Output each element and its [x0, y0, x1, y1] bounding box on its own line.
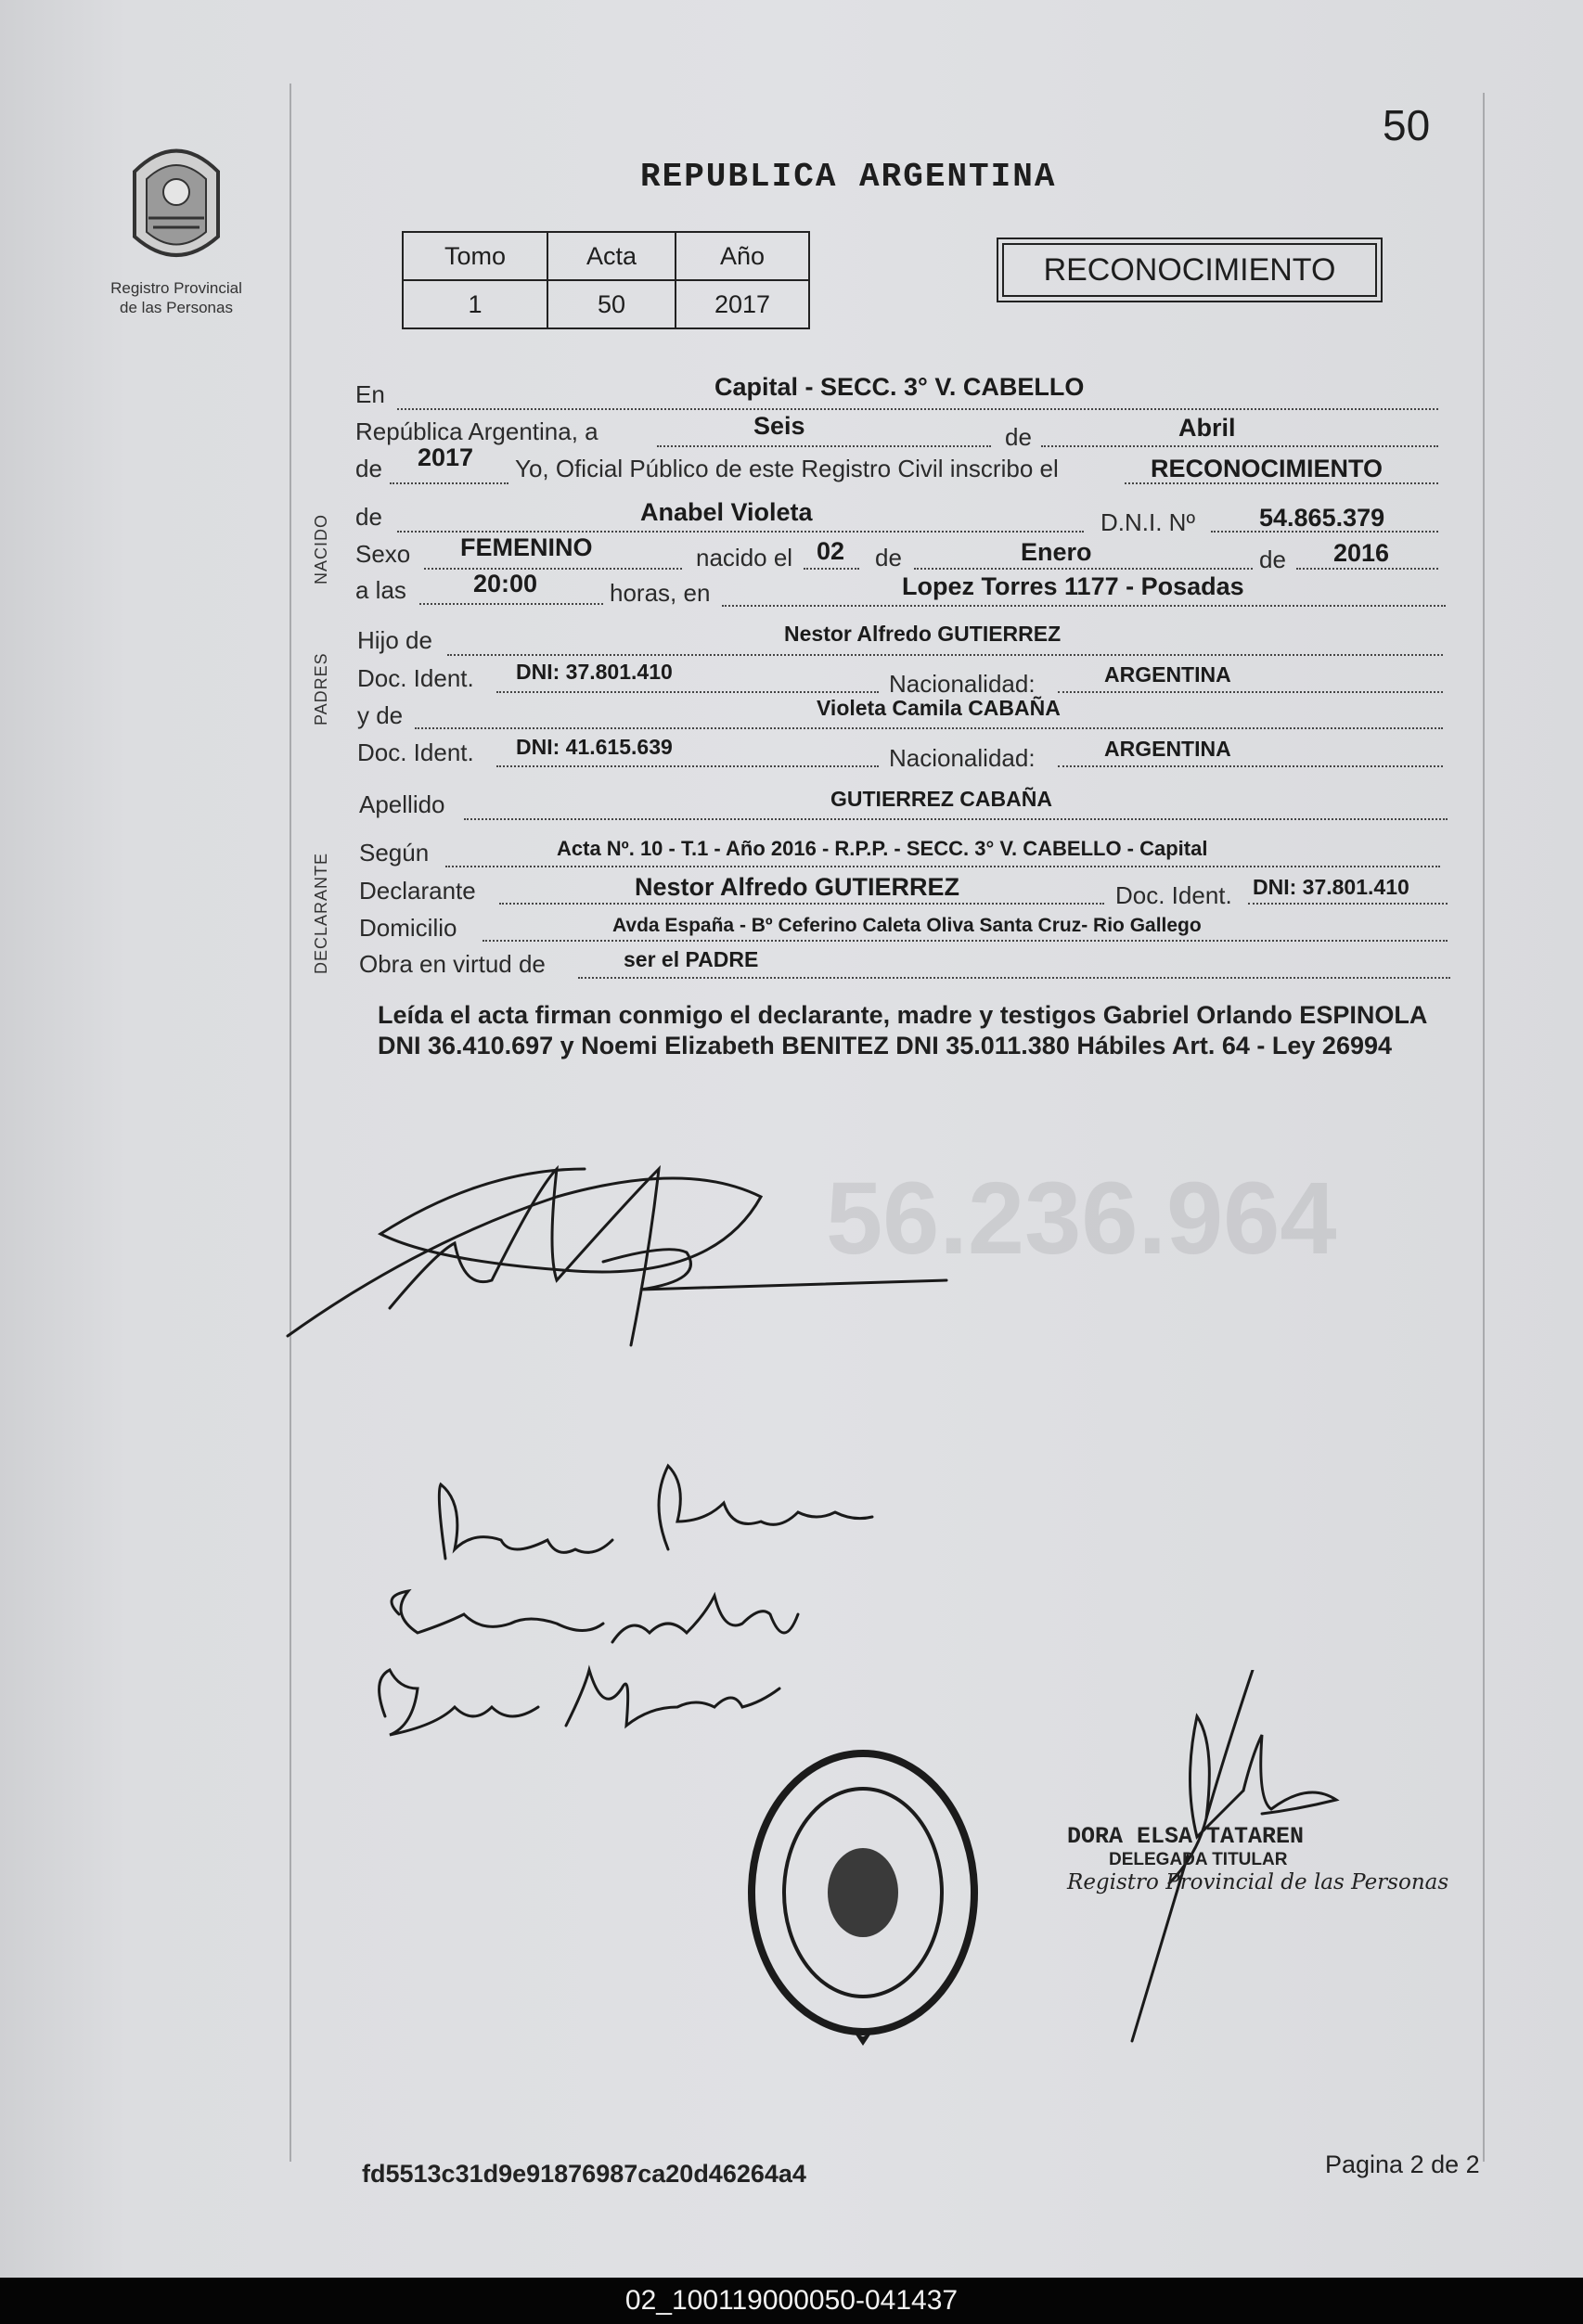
value-declarante: Nestor Alfredo GUTIERREZ — [635, 873, 960, 901]
label-nacido: nacido el — [696, 544, 793, 571]
label-hijo: Hijo de — [357, 626, 432, 654]
label-segun: Según — [359, 839, 430, 867]
dotted-line — [496, 691, 879, 693]
value-apellido: GUTIERREZ CABAÑA — [830, 787, 1052, 811]
label-domicilio: Domicilio — [359, 914, 457, 942]
dotted-line — [914, 568, 1253, 570]
document-hash: fd5513c31d9e91876987ca20d46264a4 — [362, 2160, 806, 2188]
value-segun: Acta Nº. 10 - T.1 - Año 2016 - R.P.P. - SECC. 3° V. CABELLO - Capital — [557, 837, 1208, 860]
header-tomo: Tomo — [403, 232, 547, 280]
section-label-nacido: NACIDO — [312, 513, 330, 584]
closing-statement: Leída el acta firman conmigo el declarante, madre y testigos Gabriel Orlando ESPINOLA DNI 36.410.697 y Noemi Elizabeth BENITEZ DNI 35.011.380 Hábiles Art. 64 - Ley 26994 — [378, 1001, 1427, 1059]
label-docident-father: Doc. Ident. — [357, 664, 474, 692]
dotted-line — [483, 940, 1448, 942]
value-birth-month: Enero — [1021, 538, 1092, 566]
value-decl-doc: DNI: 37.801.410 — [1253, 875, 1409, 899]
dotted-line — [447, 654, 1443, 656]
dotted-line — [445, 866, 1440, 867]
page-number: 50 — [1383, 101, 1431, 149]
left-margin-line — [290, 83, 291, 2162]
dotted-line — [496, 765, 879, 767]
logo-caption-1: Registro Provincial — [110, 279, 242, 297]
label-nacionalidad-father: Nacionalidad: — [889, 670, 1036, 698]
value-father-name: Nestor Alfredo GUTIERREZ — [784, 622, 1062, 646]
label-alas: a las — [355, 576, 406, 604]
dotted-line — [415, 727, 1443, 729]
value-sexo: FEMENINO — [460, 533, 593, 561]
officer-org: Registro Provincial de las Personas — [1067, 1870, 1449, 1894]
dotted-line — [722, 605, 1446, 607]
page-indicator: Pagina 2 de 2 — [1325, 2151, 1480, 2178]
dotted-line — [397, 531, 1084, 533]
registry-logo — [93, 135, 260, 317]
value-mother-doc: DNI: 41.615.639 — [516, 735, 673, 759]
value-acta: 50 — [547, 280, 676, 328]
value-month: Abril — [1178, 414, 1236, 442]
right-margin-line — [1483, 93, 1485, 2162]
value-inscribo: RECONOCIMIENTO — [1151, 455, 1384, 482]
value-father-doc: DNI: 37.801.410 — [516, 660, 673, 684]
label-docident-mother: Doc. Ident. — [357, 738, 474, 766]
dotted-line — [397, 408, 1438, 410]
value-birth-year: 2016 — [1333, 539, 1390, 567]
label-de: de — [1005, 423, 1032, 451]
value-birth-place: Lopez Torres 1177 - Posadas — [902, 572, 1244, 600]
dotted-line — [424, 568, 682, 570]
value-tomo: 1 — [403, 280, 547, 328]
label-obra: Obra en virtud de — [359, 950, 546, 978]
section-label-padres: PADRES — [312, 652, 330, 725]
label-republica: República Argentina, a — [355, 417, 598, 445]
label-dni: D.N.I. Nº — [1100, 508, 1195, 536]
dotted-line — [1058, 691, 1443, 693]
value-domicilio: Avda España - Bº Ceferino Caleta Oliva Santa Cruz- Rio Gallego — [612, 915, 1202, 936]
label-name: de — [355, 503, 382, 531]
label-de-2: de — [875, 544, 902, 571]
official-stamp-icon — [742, 1744, 984, 2050]
value-mother-nat: ARGENTINA — [1104, 737, 1231, 761]
dotted-line — [1248, 903, 1448, 905]
logo-caption-2: de las Personas — [120, 299, 233, 316]
dotted-line — [804, 568, 859, 570]
value-birth-day: 02 — [817, 537, 845, 565]
label-en: En — [355, 380, 385, 408]
province-emblem-icon — [121, 135, 232, 274]
record-table — [402, 231, 810, 329]
section-label-declarante: DECLARANTE — [312, 852, 330, 974]
value-birth-time: 20:00 — [473, 570, 538, 597]
officer-name: DORA ELSA TATAREN — [1067, 1823, 1305, 1850]
dotted-line — [1041, 445, 1438, 447]
dotted-line — [499, 903, 1104, 905]
label-sexo: Sexo — [355, 540, 411, 568]
dotted-line — [578, 977, 1450, 979]
officer-block — [1067, 1823, 1448, 1894]
label-apellido: Apellido — [359, 790, 445, 818]
header-acta: Acta — [547, 232, 676, 280]
value-mother-name: Violeta Camila CABAÑA — [817, 696, 1061, 720]
dotted-line — [390, 482, 508, 484]
label-inscribo: Yo, Oficial Público de este Registro Civil inscribo el — [515, 455, 1059, 482]
value-dni: 54.865.379 — [1259, 504, 1385, 532]
label-declarante: Declarante — [359, 877, 476, 905]
label-decl-doc: Doc. Ident. — [1115, 881, 1232, 909]
label-yde: y de — [357, 701, 404, 729]
value-father-nat: ARGENTINA — [1104, 662, 1231, 687]
label-de-year: de — [355, 455, 382, 482]
record-type-box: RECONOCIMIENTO — [1002, 243, 1377, 297]
value-name: Anabel Violeta — [640, 498, 813, 526]
label-nacionalidad-mother: Nacionalidad: — [889, 744, 1036, 772]
value-day: Seis — [753, 412, 805, 440]
dotted-line — [657, 445, 991, 447]
label-horas: horas, en — [610, 579, 711, 607]
label-de-3: de — [1259, 546, 1286, 573]
dotted-line — [464, 818, 1448, 820]
value-obra: ser el PADRE — [624, 947, 759, 971]
document-title: REPUBLICA ARGENTINA — [640, 158, 1057, 196]
dotted-line — [1296, 568, 1438, 570]
handwritten-signatures — [278, 1132, 1021, 1781]
scan-footer-code: 02_100119000050-041437 — [0, 2278, 1583, 2324]
officer-role: DELEGADA TITULAR — [1109, 1850, 1288, 1869]
dotted-line — [419, 603, 603, 605]
value-ano: 2017 — [676, 280, 809, 328]
value-en: Capital - SECC. 3° V. CABELLO — [714, 373, 1085, 401]
dotted-line — [1058, 765, 1443, 767]
header-ano: Año — [676, 232, 809, 280]
background-number: 56.236.964 — [826, 1162, 1337, 1276]
value-year: 2017 — [418, 443, 474, 471]
